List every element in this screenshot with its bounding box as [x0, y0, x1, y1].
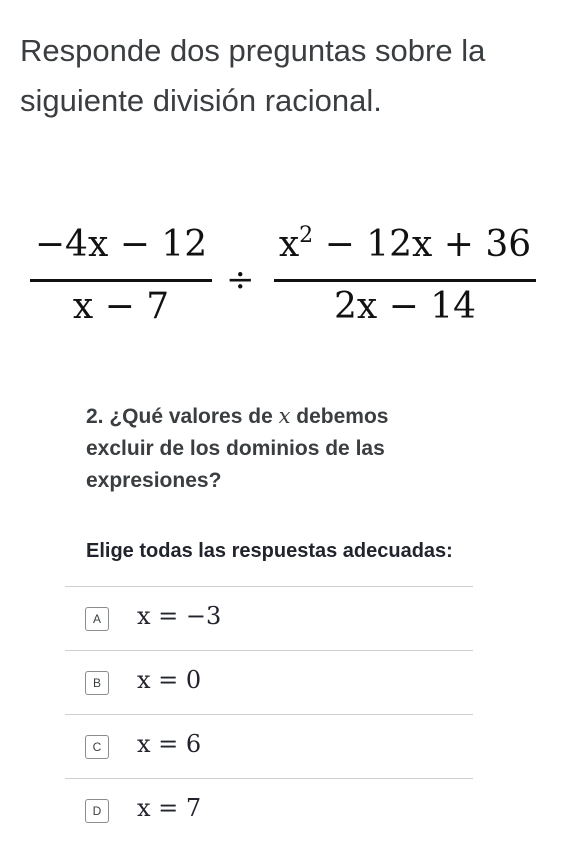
question-text — [86, 400, 416, 497]
question-suffix: debemos excluir de los dominios de las expresiones? — [86, 405, 389, 492]
divide-operator: ÷ — [226, 260, 255, 300]
right-denominator: 2x − 14 — [333, 286, 477, 327]
choice-d[interactable] — [65, 778, 473, 842]
right-numerator-var: x — [278, 224, 300, 265]
exponent: 2 — [299, 223, 314, 248]
choice-letter-b: B — [85, 671, 109, 695]
choice-c[interactable] — [65, 714, 473, 778]
intro-text: Responde dos preguntas sobre la siguiente división racional. — [20, 33, 486, 118]
instruction-text: Elige todas las respuestas adecuadas: — [86, 540, 453, 562]
left-numerator: −4x − 12 — [34, 224, 208, 265]
choice-a[interactable] — [65, 586, 473, 650]
answer-choices — [65, 586, 473, 842]
choice-text-a: x = −3 — [137, 602, 222, 630]
rational-division-expression — [30, 222, 540, 337]
choice-letter-c: C — [85, 735, 109, 759]
right-fraction-bar — [274, 279, 536, 282]
choice-text-b: x = 0 — [137, 666, 202, 694]
right-numerator — [274, 224, 536, 265]
right-numerator-rest: − 12x + 36 — [313, 224, 532, 265]
choice-text-d: x = 7 — [137, 794, 202, 822]
choice-b[interactable] — [65, 650, 473, 714]
choice-text-c: x = 6 — [137, 730, 202, 758]
question-prefix: 2. ¿Qué valores de — [86, 405, 279, 428]
choice-letter-a: A — [85, 607, 109, 631]
left-fraction-bar — [30, 279, 212, 282]
question-variable: x — [278, 404, 291, 428]
left-denominator: x − 7 — [72, 286, 170, 327]
choice-letter-d: D — [85, 799, 109, 823]
